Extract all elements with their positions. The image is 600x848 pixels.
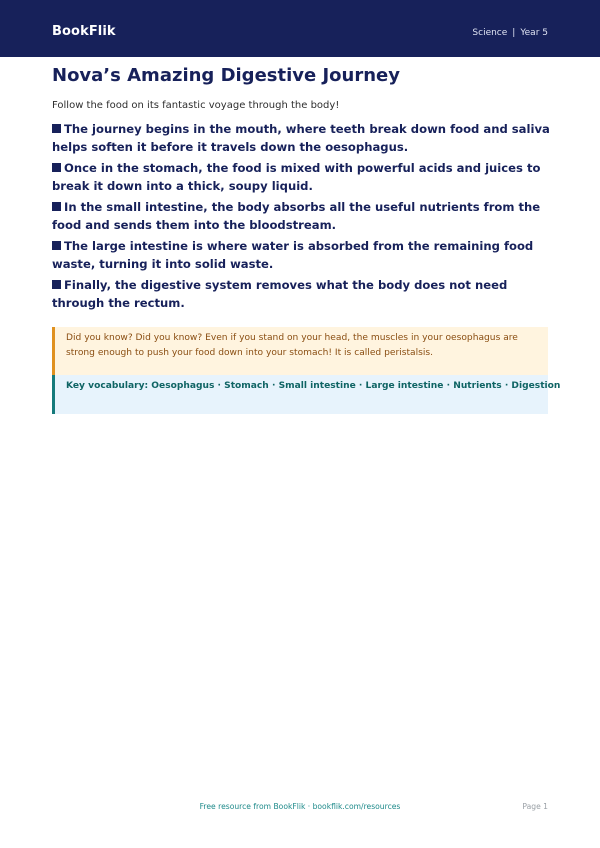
did-you-know-box: Did you know? Did you know? Even if you stand on your head, the muscles in your oesophagus are strong enough to push your food down into your stomach! It is called peristalsis. xyxy=(52,327,548,375)
point-text: Finally, the digestive system removes what the body does not need through the rectum. xyxy=(52,278,508,310)
subject-year-meta xyxy=(472,28,548,38)
key-vocabulary-box: Key vocabulary: Oesophagus · Stomach · Small intestine · Large intestine · Nutrients · Digestion xyxy=(52,375,548,414)
page-number: Page 1 xyxy=(522,802,548,811)
square-bullet-icon xyxy=(52,163,61,172)
footer-credit-link[interactable]: Free resource from BookFlik · bookflik.com/resources xyxy=(199,802,401,811)
list-item xyxy=(52,120,550,156)
point-text: The large intestine is where water is absorbed from the remaining food waste, turning it into solid waste. xyxy=(52,239,534,271)
point-text: In the small intestine, the body absorbs all the useful nutrients from the food and sends them into the bloodstream. xyxy=(52,200,541,232)
header-bar xyxy=(0,0,600,57)
square-bullet-icon xyxy=(52,241,61,250)
list-item xyxy=(52,237,550,273)
point-text: Once in the stomach, the food is mixed with powerful acids and juices to break it down into a thick, soupy liquid. xyxy=(52,161,541,193)
list-item xyxy=(52,198,550,234)
page-title: Nova’s Amazing Digestive Journey xyxy=(52,65,400,86)
subject-label: Science xyxy=(472,28,508,38)
intro-text: Follow the food on its fantastic voyage through the body! xyxy=(52,100,340,111)
square-bullet-icon xyxy=(52,202,61,211)
list-item xyxy=(52,159,550,195)
meta-separator: | xyxy=(512,28,516,38)
year-label: Year 5 xyxy=(520,28,548,38)
journey-points-list xyxy=(52,120,550,315)
brand-logo[interactable]: BookFlik xyxy=(52,24,116,39)
list-item xyxy=(52,276,550,312)
square-bullet-icon xyxy=(52,124,61,133)
square-bullet-icon xyxy=(52,280,61,289)
point-text: The journey begins in the mouth, where teeth break down food and saliva helps soften it before it travels down the oesophagus. xyxy=(52,122,550,154)
